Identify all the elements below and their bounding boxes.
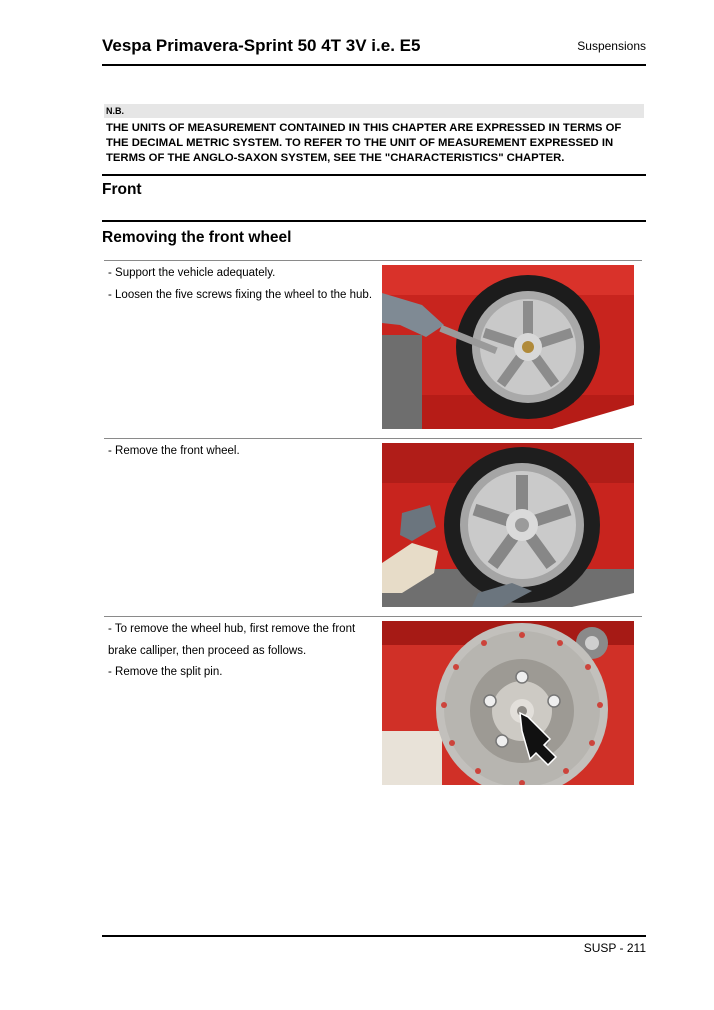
step-text: [108, 441, 376, 463]
step-line: - Remove the split pin.: [108, 666, 223, 678]
section-title: Front: [102, 181, 142, 198]
page-number: SUSP - 211: [583, 941, 646, 955]
chapter-name: Suspensions: [577, 39, 646, 53]
procedure-step: [104, 260, 642, 438]
step-line: - Support the vehicle adequately.: [108, 267, 276, 279]
header-rule: [102, 64, 646, 66]
procedure-step: [104, 616, 642, 794]
procedure-step: [104, 438, 642, 616]
wheel-removal-photo: [382, 443, 634, 607]
document-title: Vespa Primavera-Sprint 50 4T 3V i.e. E5: [102, 36, 421, 55]
page-header: [102, 36, 646, 64]
step-line: - Remove the front wheel.: [108, 445, 240, 457]
note-text: THE UNITS OF MEASUREMENT CONTAINED IN THIS CHAPTER ARE EXPRESSED IN TERMS OF THE DECIMAL METRIC SYSTEM. TO REFER TO THE UNIT OF MEASUREMENT EXPRESSED IN TERMS OF THE ANGLO-SAXON SYSTEM, SEE THE "CHARACTERISTICS" CHAPTER.: [106, 122, 622, 164]
wheel-loosening-photo: [382, 265, 634, 429]
section-rule: [102, 174, 646, 176]
note-label: N.B.: [104, 104, 644, 118]
subsection-title: Removing the front wheel: [102, 229, 292, 246]
subsection-rule: [102, 220, 646, 222]
hub-split-pin-photo: [382, 621, 634, 785]
note-box: [104, 104, 644, 166]
step-line: - To remove the wheel hub, first remove the front brake calliper, then proceed as follows.: [108, 623, 356, 657]
footer-rule: [102, 935, 646, 937]
step-line: - Loosen the five screws fixing the wheel to the hub.: [108, 288, 373, 301]
step-text: [108, 263, 376, 306]
procedure-steps: [104, 260, 642, 794]
step-text: [108, 619, 376, 684]
